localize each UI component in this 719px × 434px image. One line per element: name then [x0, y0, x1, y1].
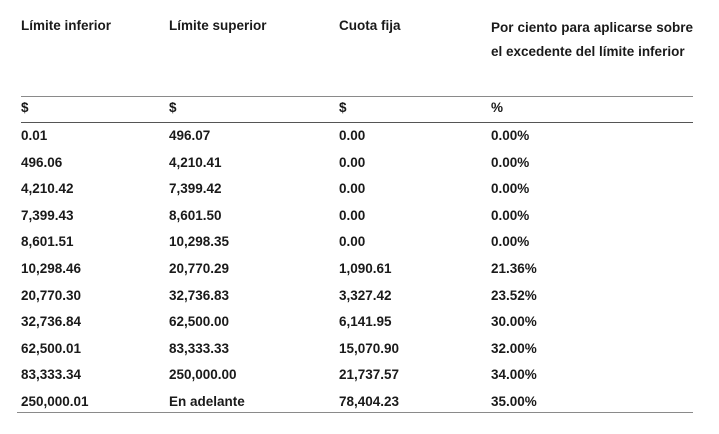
cell-limite-superior: 83,333.33: [169, 340, 230, 356]
cell-limite-superior: 4,210.41: [169, 154, 222, 170]
cell-por-ciento: 21.36%: [491, 260, 537, 276]
cell-cuota-fija: 15,070.90: [339, 340, 400, 356]
cell-limite-inferior: 62,500.01: [21, 340, 82, 356]
cell-cuota-fija: 1,090.61: [339, 260, 392, 276]
table-body: [21, 123, 693, 416]
cell-limite-superior: 32,736.83: [169, 287, 230, 303]
cell-por-ciento: 0.00%: [491, 181, 530, 197]
unit-cell: %: [491, 100, 504, 115]
unit-cell: $: [169, 100, 177, 115]
cell-limite-superior: 7,399.42: [169, 181, 222, 197]
cell-limite-inferior: 8,601.51: [21, 234, 74, 250]
cell-cuota-fija: 0.00: [339, 181, 366, 197]
cell-por-ciento: 35.00%: [491, 393, 537, 409]
table-header-row: [21, 12, 693, 95]
cell-limite-superior: 8,601.50: [169, 207, 222, 223]
cell-limite-superior: 20,770.29: [169, 260, 230, 276]
cell-limite-inferior: 32,736.84: [21, 314, 82, 330]
cell-por-ciento: 34.00%: [491, 367, 537, 383]
cell-limite-inferior: 250,000.01: [21, 393, 89, 409]
table-row: [21, 150, 693, 177]
cell-limite-superior: En adelante: [169, 393, 245, 409]
unit-cell: $: [339, 100, 347, 115]
table-row: [21, 203, 693, 230]
cell-cuota-fija: 0.00: [339, 234, 366, 250]
table-row: [21, 123, 693, 150]
cell-por-ciento: 0.00%: [491, 154, 530, 170]
table-row: [21, 309, 693, 336]
header-por-ciento: Por ciento para aplicarse sobre el excedente del límite inferior: [491, 20, 693, 59]
cell-por-ciento: 0.00%: [491, 128, 530, 143]
cell-limite-inferior: 4,210.42: [21, 181, 74, 197]
table-units-row: [21, 97, 693, 123]
cell-por-ciento: 23.52%: [491, 287, 537, 303]
header-limite-inferior: Límite inferior: [21, 18, 112, 33]
table-row: [21, 336, 693, 363]
tariff-table: [21, 12, 693, 409]
cell-limite-superior: 10,298.35: [169, 234, 230, 250]
cell-por-ciento: 32.00%: [491, 340, 537, 356]
cell-limite-superior: 496.07: [169, 128, 211, 143]
cell-limite-inferior: 10,298.46: [21, 260, 82, 276]
cell-por-ciento: 30.00%: [491, 314, 537, 330]
cell-limite-inferior: 20,770.30: [21, 287, 82, 303]
table-bottom-rule: [17, 412, 693, 413]
cell-limite-superior: 250,000.00: [169, 367, 237, 383]
cell-por-ciento: 0.00%: [491, 207, 530, 223]
cell-cuota-fija: 3,327.42: [339, 287, 392, 303]
cell-limite-inferior: 496.06: [21, 154, 63, 170]
table-row: [21, 283, 693, 310]
table-row: [21, 362, 693, 389]
cell-cuota-fija: 78,404.23: [339, 393, 400, 409]
table-row: [21, 176, 693, 203]
cell-limite-inferior: 7,399.43: [21, 207, 74, 223]
cell-cuota-fija: 0.00: [339, 128, 366, 143]
cell-cuota-fija: 6,141.95: [339, 314, 392, 330]
unit-cell: $: [21, 100, 29, 115]
cell-limite-inferior: 83,333.34: [21, 367, 82, 383]
cell-cuota-fija: 21,737.57: [339, 367, 400, 383]
cell-limite-inferior: 0.01: [21, 128, 48, 143]
cell-cuota-fija: 0.00: [339, 207, 366, 223]
cell-cuota-fija: 0.00: [339, 154, 366, 170]
header-cuota-fija: Cuota fija: [339, 18, 401, 33]
table-row: [21, 229, 693, 256]
header-limite-superior: Límite superior: [169, 18, 267, 33]
table-row: [21, 256, 693, 283]
cell-limite-superior: 62,500.00: [169, 314, 230, 330]
cell-por-ciento: 0.00%: [491, 234, 530, 250]
